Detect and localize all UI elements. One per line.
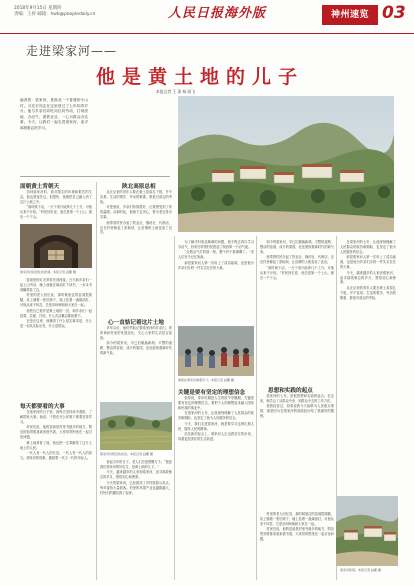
paragraph: 黄土地养育了他，他也把一生奉献给了这片土地上的人民。 xyxy=(20,440,92,450)
paragraph: 他把自己看作是黄土地的一员，和乡亲们一起担粪、拉煤、打坝，什么苦活累活都抢着干。 xyxy=(20,308,92,318)
article-column xyxy=(20,190,92,220)
section-label: 神州速览 xyxy=(322,5,378,25)
editor-line: 责编：王梓 邮箱：hwb@peopledaily.cn xyxy=(14,12,96,17)
article-column xyxy=(178,396,254,578)
masthead-meta xyxy=(14,6,95,18)
paragraph: 村里的老人回忆说，那时候他住的窑洞很简陋，炕上铺着一张旧席子，墙上挂着一盏煤油灯，可他从来不叫苦，总是乐呵呵地和大家在一起。 xyxy=(260,512,334,526)
article-column xyxy=(178,240,254,322)
article-column xyxy=(100,190,172,314)
article-column xyxy=(100,326,172,398)
column-divider xyxy=(96,182,97,580)
brand-logo: 人民日报海外版 xyxy=(168,6,267,21)
paragraph: 梁家河的七年，是他思想和实践的起点。在这里，他学会了从群众中来、到群众中去的工作方法。 xyxy=(260,394,334,403)
article-column xyxy=(20,278,92,398)
issue-line: 2018年9月15日 星期四 xyxy=(14,6,62,11)
paragraph: 今天，我们走进梁家河，就是要学习这种扎根人民、服务人民的精神。 xyxy=(178,421,254,431)
paragraph: 在梁家河的七年，让他深刻理解了人民群众的疾苦和期盼，也坚定了他为人民服务的信念。 xyxy=(340,240,396,254)
paragraph: 窑洞里的灯光常常亮到深夜。白天和乡亲们一起上山劳动，晚上他就在煤油灯下读书，一本本书被翻得卷了边。 xyxy=(20,278,92,292)
paragraph: 正是在这里，他懂得了什么是实事求是，什么是一切从实际出发，什么是群众。 xyxy=(20,319,92,328)
paragraph: 如今的梁家河，早已旧貌换新颜。平整的道路、整洁的窑洞、成片的果园，处处展现着新时代的新气象。 xyxy=(100,341,172,356)
paragraph: 说起当年的日子，老人们总是感慨万千。“他是我们梁家河的好后生，是黄土地的儿子。” xyxy=(100,460,172,469)
divider xyxy=(20,176,170,177)
section-subhead: 面朝黄土背朝天 xyxy=(20,184,60,190)
headline-byline: 本报记者 王 萧 杨 丽飞 xyxy=(156,89,195,94)
photo-caption: 梁家河村民居住的窑洞。本报记者 赵鹏 摄 xyxy=(20,270,76,274)
paragraph: 那是梁家河人第一次用上了清洁能源，也是他为乡亲们办的一件实实在在的大事。 xyxy=(340,255,396,270)
section-subhead: 陕北高原总相 xyxy=(122,184,156,190)
paragraph: 他带领村民办起了铁业社、缝纫社、代销店，还在村里修起了淤地坝，让贫瘠的土地变成了良田。 xyxy=(260,255,334,265)
headline-kicker: 走进梁家河—— xyxy=(26,44,118,58)
headline-title: 他是黄土地的儿子 xyxy=(96,66,305,88)
photo-caption: 梁家河村附近的农田。本报记者 赵鹏 摄 xyxy=(100,452,153,456)
crowd-image xyxy=(178,326,254,376)
section-subhead: 关键是要有坚定的理想信念 xyxy=(178,390,246,396)
paragraph: 如今的梁家河，早已旧貌换新颜。平整的道路、整洁的窑洞、成片的果园，处处展现着新时代的新气象。 xyxy=(260,240,334,254)
paragraph: 多年以后，他仍然惦记着梁家河的乡亲们，常常询问村里的发展变化，关心大家的生活是否富裕。 xyxy=(100,326,172,340)
paragraph: 那是梁家河人第一次用上了清洁能源，也是他为乡亲们办的一件实实在在的大事。 xyxy=(178,260,254,270)
paragraph: 在梁家河的日子里，他每天坚持读书看报，了解国家大事。他说，不管在什么环境下都要坚持学习。 xyxy=(20,410,92,424)
intro-text: 编者按：梁家河，是陕北一个普通的小山村。习近平同志在这里度过了七年知青岁月。他与乡亲们同吃同住同劳动，打坝淤地、办沼气、建铁业社，一心为群众办实事。今天，让我们一起走进梁家河，追寻那段难忘的岁月。 xyxy=(20,98,88,130)
article-column xyxy=(340,240,396,490)
section-subhead: 思想和实践的起点 xyxy=(268,388,313,394)
paragraph: “那时候干活，一天下来只能挣几个工分，可他从来不计较。”村民回忆说，他总是第一个上山，最后一个下山。 xyxy=(260,265,334,280)
paragraph: 村民们说，他的窑洞是村里书最多的地方，附近的知青都喜欢来借书看，大家常常围坐在一起讨论问题。 xyxy=(260,527,334,542)
paragraph: 他常说，青年时期是人生的拔节孕穗期，关键是要有坚定的理想信念，要把个人的理想追求融入国家和民族的事业中。 xyxy=(178,396,254,410)
cave-image xyxy=(20,224,92,268)
paragraph: 为了解决村里烧柴难的问题，他专程去四川学习办沼气，回来后带领村民建起了陕西第一个沼气池。 xyxy=(178,240,254,249)
paragraph: 在梁家河的七年，让他深刻理解了人民群众的疾苦和期盼，也坚定了他为人民服务的信念。 xyxy=(178,411,254,421)
paragraph: 从北京来的青年人要在黄土高原扎下根，并不容易。生活的艰苦、劳动的繁重，都是对意志的考验。 xyxy=(100,190,172,204)
cave-photo xyxy=(20,224,92,268)
photo-caption: 梁家河新貌。本报记者 赵鹏 摄 xyxy=(340,568,381,572)
paragraph: 一代人有一代人的长征，一代人有一代人的担当。梁家河的故事，激励着一代又一代的年轻人。 xyxy=(20,451,92,460)
field-image xyxy=(100,402,172,450)
bottom-photo xyxy=(336,496,398,566)
paragraph: “点燃沼气灯的那一刻，整个村子都沸腾了。”老人们至今记忆犹新。 xyxy=(178,250,254,260)
masthead xyxy=(0,0,414,34)
column-divider xyxy=(256,236,257,580)
paragraph: 初到梁家河时，面对陌生的环境和艰苦的生活，他也曾迷茫过。但很快，他就把自己融入到了这片土地之中。 xyxy=(20,190,92,204)
field-photo xyxy=(100,402,172,450)
paragraph: 站在新的起点上，梁家河人正迈着坚实的步伐，向着更加美好的生活前进。 xyxy=(178,432,254,442)
paragraph: 今天的梁家河，已经建成了乡村旅游示范点，每年接待大量游客。村里的苹果产业也越做越大，村民们的腰包鼓了起来。 xyxy=(100,480,172,495)
photo-caption: 游客在梁家河参观学习。本报记者 赵鹏 摄 xyxy=(178,378,234,382)
paragraph: “那时候干活，一天下来只能挣几个工分，可他从来不计较。”村民回忆说，他总是第一个上山，最后一个下山。 xyxy=(20,205,92,220)
article-column xyxy=(260,394,334,510)
paragraph: 今天，越来越多的人来到梁家河，追寻那段难忘的岁月，感悟初心和使命。 xyxy=(340,270,396,285)
crowd-photo xyxy=(178,326,254,376)
paragraph: 从北京来的青年人要在黄土高原扎下根，并不容易。生活的艰苦、劳动的繁重，都是对意志的考验。 xyxy=(340,285,396,300)
section-subhead: 心一直惦记着这片土地 xyxy=(108,320,164,326)
section-subhead: 每天都要看的大事 xyxy=(20,404,65,410)
paragraph: 可是他说，乡亲们待我很好，让我感受到了家的温暖。从那时起，他就下定决心，要为老百姓办实事。 xyxy=(100,205,172,220)
paragraph: 他带领村民办起了铁业社、缝纫社、代销店，还在村里修起了淤地坝，让贫瘠的土地变成了良田。 xyxy=(100,220,172,235)
page-number: 03 xyxy=(382,3,406,23)
paragraph: 村里的老人回忆说，那时候他住的窑洞很简陋，炕上铺着一张旧席子，墙上挂着一盏煤油灯，可他从来不叫苦，总是乐呵呵地和大家在一起。 xyxy=(20,293,92,308)
paragraph: 村民们说，他的窑洞是村里书最多的地方，附近的知青都喜欢来借书看，大家常常围坐在一起讨论问题。 xyxy=(20,425,92,440)
article-column xyxy=(20,410,92,578)
hero-photo xyxy=(178,96,394,232)
article-column xyxy=(260,240,334,382)
paragraph: 他曾经说过，如果说我今天能够为人民做点事情，那是因为在梁家河的那段经历给了我最好的锻炼。 xyxy=(260,404,334,419)
column-divider xyxy=(174,236,175,580)
paragraph: 今天，越来越多的人来到梁家河，追寻那段难忘的岁月，感悟初心和使命。 xyxy=(100,470,172,480)
article-column xyxy=(260,512,334,578)
village-image xyxy=(336,496,398,566)
article-column xyxy=(100,460,172,578)
hero-landscape-image xyxy=(178,96,394,232)
